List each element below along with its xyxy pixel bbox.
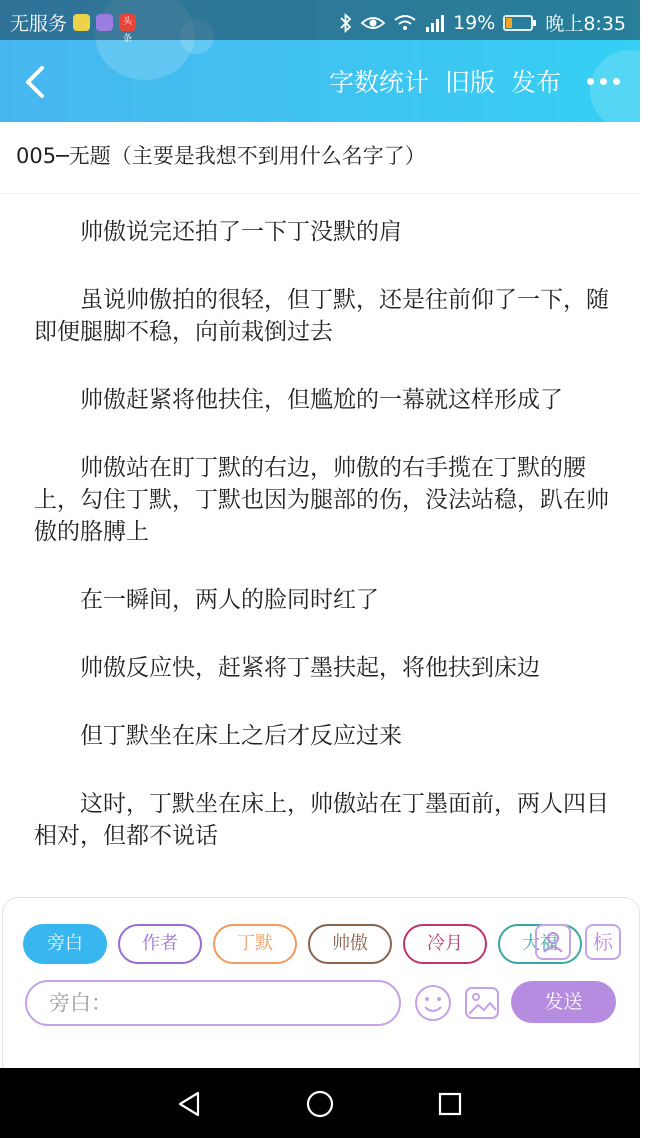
paragraph: 虽说帅傲拍的很轻，但丁默，还是往前仰了一下，随即便腿脚不稳，向前栽倒过去 (34, 287, 609, 345)
role-chip-shuaiao[interactable]: 帅傲 (308, 924, 392, 964)
divider (0, 193, 640, 194)
role-chip-lengyue[interactable]: 冷月 (403, 924, 487, 964)
paragraph: 但丁默坐在床上之后才反应过来 (80, 723, 402, 749)
battery-percent: 19% (453, 11, 496, 34)
story-content[interactable] (34, 216, 610, 888)
nav-recent-icon[interactable] (437, 1091, 463, 1117)
word-count-button[interactable]: 字数统计 (328, 68, 429, 97)
status-bar (0, 0, 640, 44)
app-header (0, 0, 640, 122)
message-input[interactable]: 旁白： (25, 980, 401, 1026)
carrier-text: 无服务 (10, 13, 68, 35)
paragraph: 帅傲赶紧将他扶住，但尴尬的一幕就这样形成了 (80, 387, 563, 413)
paragraph: 帅傲说完还拍了一下丁没默的肩 (80, 219, 402, 245)
role-chip-list[interactable] (23, 924, 558, 966)
battery-icon (503, 14, 537, 32)
system-nav-bar (0, 1068, 640, 1138)
music-app-icon (96, 14, 113, 31)
old-version-button[interactable]: 旧版 (444, 68, 495, 97)
nav-home-icon[interactable] (305, 1089, 335, 1119)
user-card-icon[interactable] (535, 924, 571, 960)
paragraph: 在一瞬间，两人的脸同时红了 (80, 587, 379, 613)
role-chip-dingmo[interactable]: 丁默 (213, 924, 297, 964)
news-app-icon: 头条 (119, 14, 136, 31)
signal-icon (425, 14, 445, 32)
emoji-icon[interactable] (414, 984, 452, 1022)
role-chip-narrator[interactable]: 旁白 (23, 924, 107, 964)
paragraph: 帅傲站在盯丁默的右边，帅傲的右手揽在丁默的腰上，勾住丁默，丁默也因为腿部的伤，没法站稳，趴在帅傲的胳膊上 (34, 455, 609, 545)
paragraph: 帅傲反应快，赶紧将丁墨扶起，将他扶到床边 (80, 655, 540, 681)
chat-app-icon (73, 14, 90, 31)
image-icon[interactable] (463, 984, 501, 1022)
publish-button[interactable]: 发布 (510, 68, 561, 97)
tag-icon[interactable]: 标 (585, 924, 621, 960)
toolbar (0, 40, 640, 122)
clock-text: 晚上8:35 (545, 13, 626, 35)
role-chip-dafu[interactable]: 大福 (498, 924, 582, 964)
nav-back-icon[interactable] (176, 1090, 202, 1118)
document-title[interactable]: 005─无题（主要是我想不到用什么名字了） (16, 144, 426, 168)
more-icon[interactable] (587, 78, 620, 85)
composer-panel (2, 897, 640, 1068)
wifi-icon (393, 14, 417, 32)
eye-icon (361, 15, 385, 31)
back-icon[interactable] (20, 62, 56, 102)
send-button[interactable]: 发送 (511, 981, 616, 1023)
paragraph: 这时，丁默坐在床上，帅傲站在丁墨面前，两人四目相对，但都不说话 (34, 791, 609, 849)
bluetooth-icon (339, 13, 353, 33)
role-chip-author[interactable]: 作者 (118, 924, 202, 964)
